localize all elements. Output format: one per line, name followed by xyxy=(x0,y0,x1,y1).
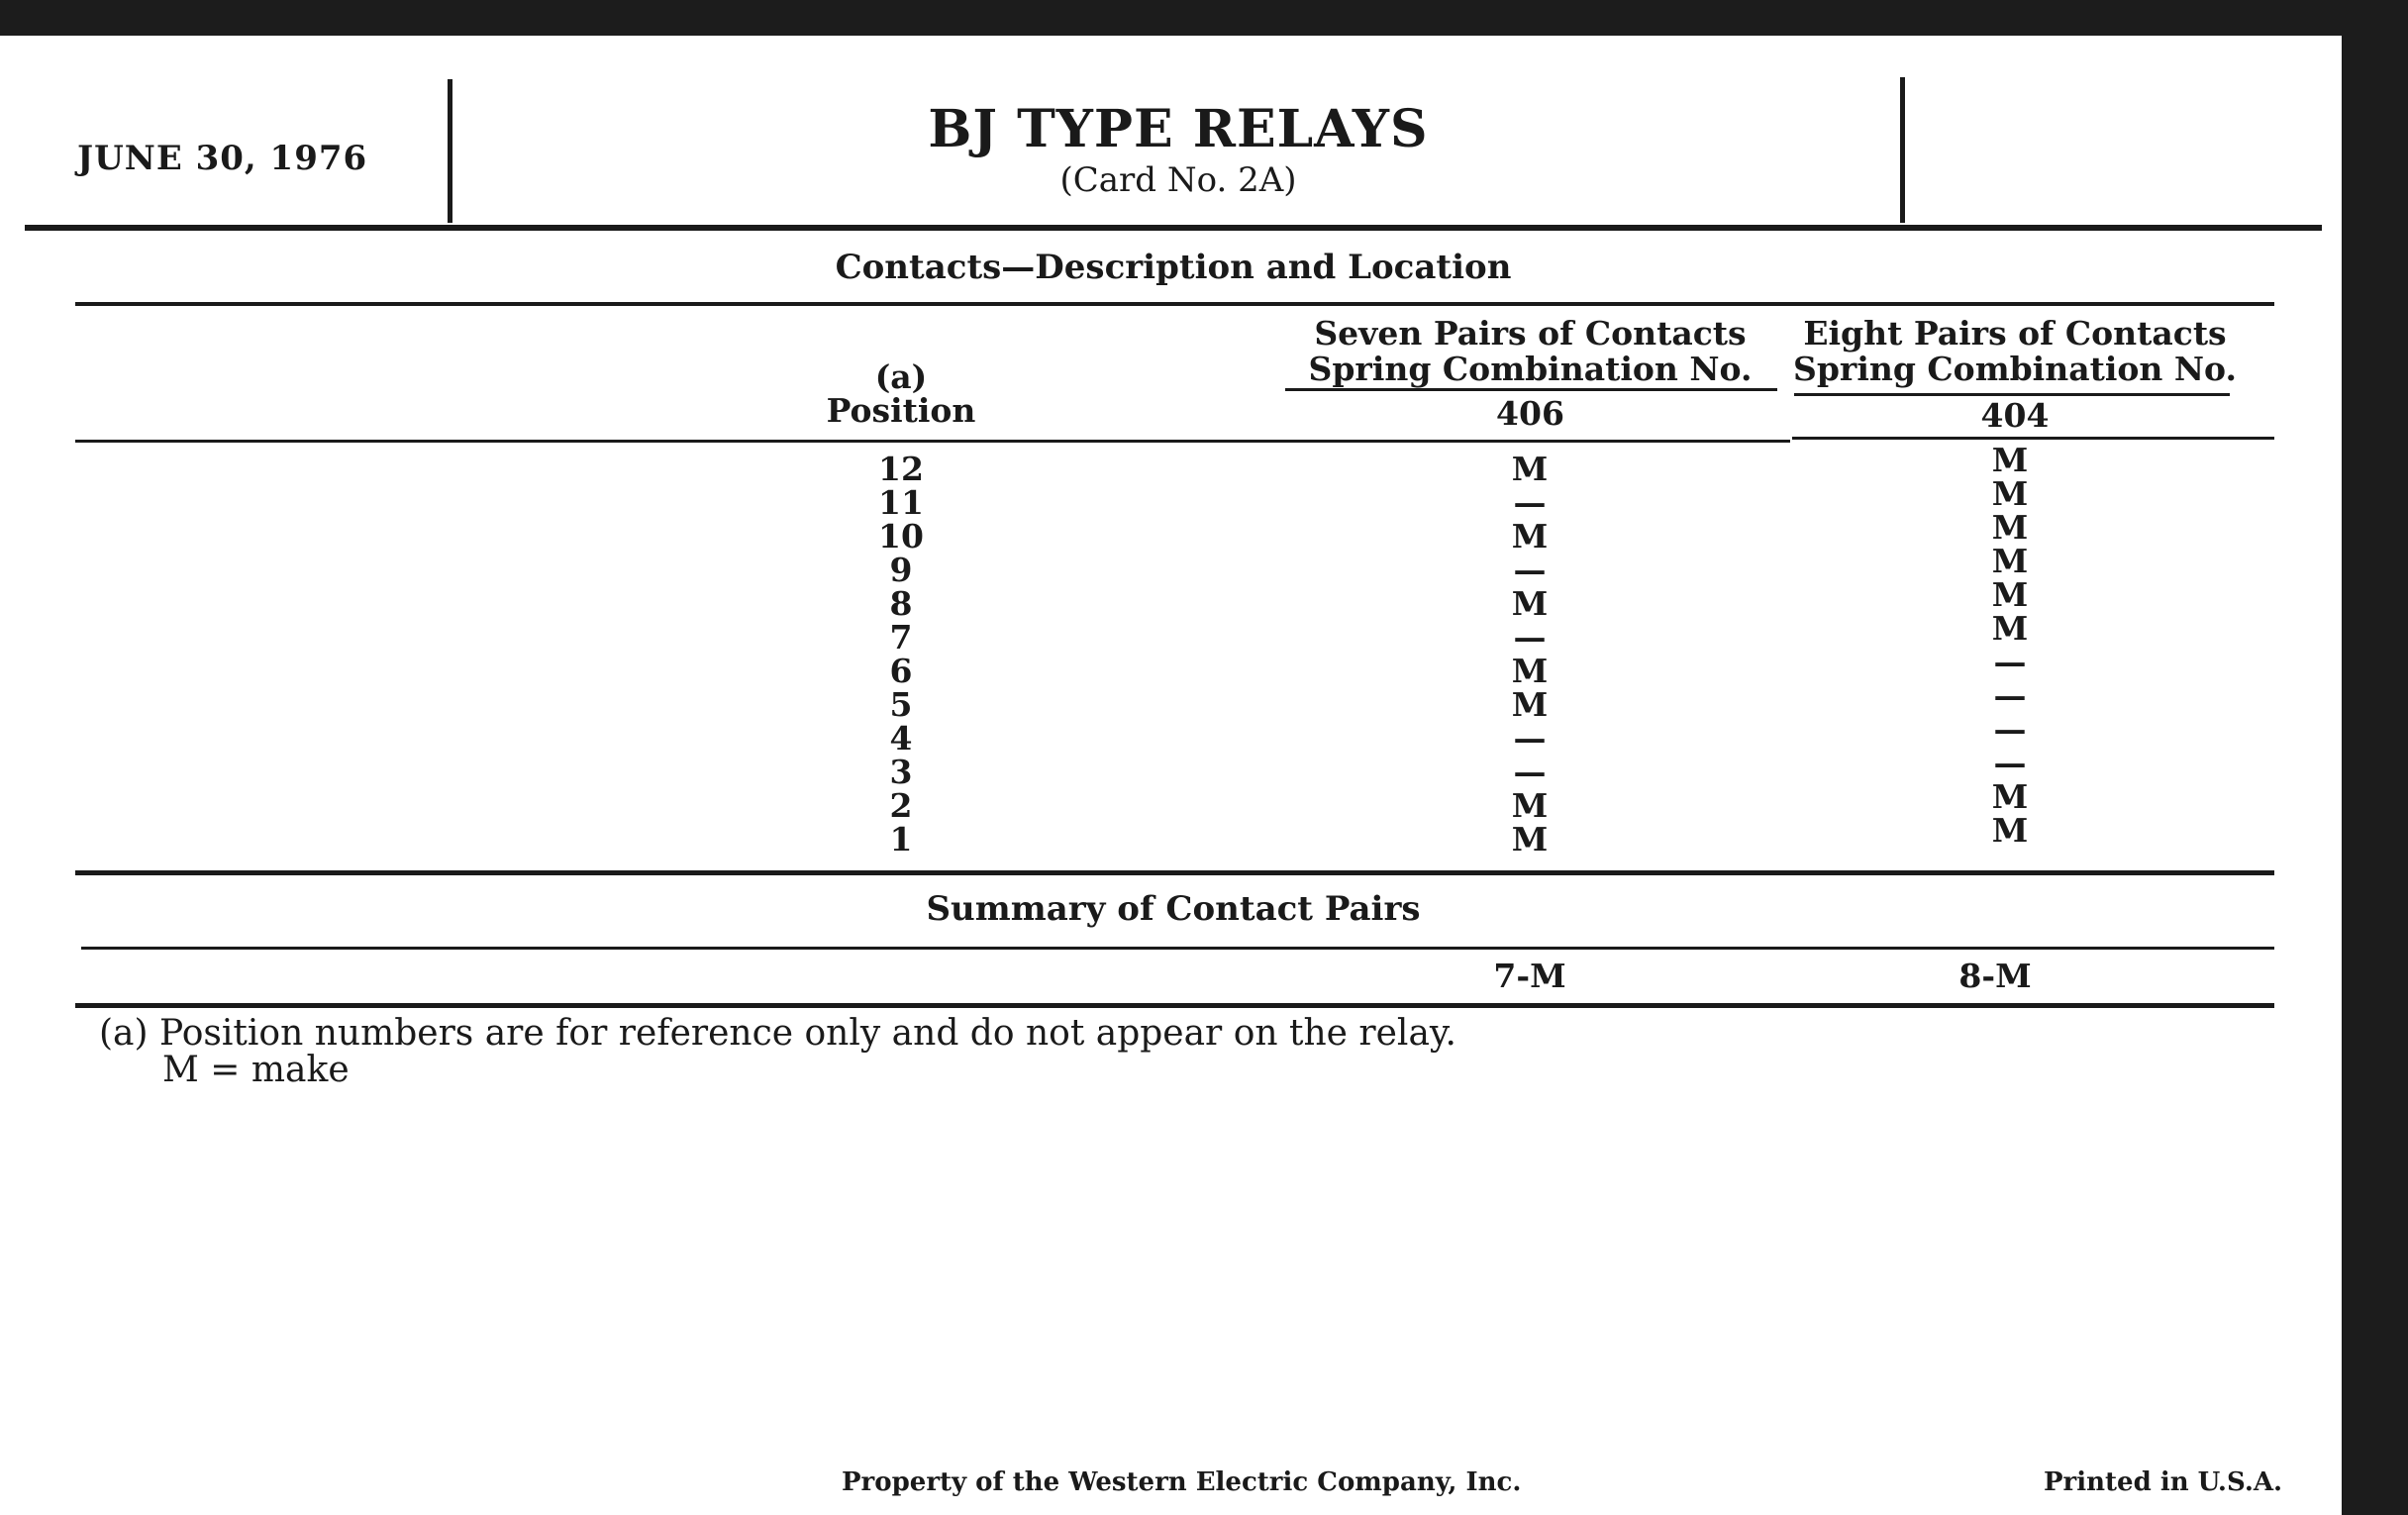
position-cell: 3 xyxy=(889,753,913,791)
section-rule xyxy=(75,302,2274,306)
contact-cell-404: — xyxy=(1993,643,2027,681)
header-divider-right xyxy=(1900,77,1905,223)
contact-cell-406: — xyxy=(1513,618,1547,656)
position-cell: 2 xyxy=(889,786,913,825)
contact-cell-406: M xyxy=(1511,786,1549,825)
contact-cell-404: M xyxy=(1991,542,2029,580)
contact-cell-404: — xyxy=(1993,744,2027,782)
position-cell: 4 xyxy=(889,719,913,758)
card-number: (Card No. 2A) xyxy=(1059,160,1297,200)
scan-edge-top xyxy=(0,0,2408,36)
contact-cell-404: — xyxy=(1993,676,2027,715)
contact-cell-406: — xyxy=(1513,551,1547,589)
table-bottom-rule xyxy=(75,870,2274,875)
contacts-404-column xyxy=(1911,441,2109,850)
summary-title: Summary of Contact Pairs xyxy=(926,889,1421,929)
contact-cell-406: — xyxy=(1513,483,1547,522)
contact-cell-404: M xyxy=(1991,441,2029,479)
position-note: (a) xyxy=(874,357,928,396)
contact-cell-406: M xyxy=(1511,652,1549,690)
summary-bottom-rule xyxy=(75,1003,2274,1008)
contact-cell-406: M xyxy=(1511,820,1549,858)
section-title: Contacts—Description and Location xyxy=(835,248,1512,287)
position-cell: 12 xyxy=(878,450,924,488)
contact-cell-406: M xyxy=(1511,517,1549,556)
position-cell: 1 xyxy=(889,820,913,858)
position-header: Position xyxy=(826,391,976,430)
contact-cell-406: M xyxy=(1511,450,1549,488)
scan-edge-right xyxy=(2342,0,2408,1515)
contact-cell-404: — xyxy=(1993,710,2027,749)
col-406-line1: Seven Pairs of Contacts xyxy=(1314,314,1747,353)
position-cell: 7 xyxy=(889,618,913,656)
position-cell: 5 xyxy=(889,685,913,724)
col-404-line2: Spring Combination No. xyxy=(1793,350,2237,388)
position-cell: 9 xyxy=(889,551,913,589)
footer-printed: Printed in U.S.A. xyxy=(2044,1467,2283,1497)
col-404-line1: Eight Pairs of Contacts xyxy=(1803,314,2227,353)
col-406-line2: Spring Combination No. xyxy=(1308,350,1753,388)
contact-cell-406: — xyxy=(1513,719,1547,758)
col-406-number: 406 xyxy=(1496,394,1564,433)
position-cell: 8 xyxy=(889,584,913,623)
contact-cell-404: M xyxy=(1991,777,2029,816)
position-cell: 11 xyxy=(878,483,924,522)
summary-404: 8-M xyxy=(1958,957,2032,995)
table-header-rule-left xyxy=(75,440,1790,443)
position-cell: 6 xyxy=(889,652,913,690)
summary-406: 7-M xyxy=(1493,957,1566,995)
contact-cell-406: — xyxy=(1513,753,1547,791)
footnote-a: (a) Position numbers are for reference only and do not appear on the relay. xyxy=(99,1013,1456,1054)
issue-date: JUNE 30, 1976 xyxy=(77,139,368,178)
footnote-legend: M = make xyxy=(162,1050,350,1090)
footer-property: Property of the Western Electric Company, Inc. xyxy=(842,1467,1522,1497)
header-rule xyxy=(25,225,2322,231)
contact-cell-404: M xyxy=(1991,508,2029,547)
table-header-rule-right xyxy=(1792,437,2274,440)
contact-cell-404: M xyxy=(1991,811,2029,850)
page-title: BJ TYPE RELAYS xyxy=(928,99,1429,159)
col-406-underline xyxy=(1285,388,1777,391)
contacts-406-column xyxy=(1436,450,1624,858)
contact-cell-404: M xyxy=(1991,575,2029,614)
contact-cell-406: M xyxy=(1511,584,1549,623)
contact-cell-404: M xyxy=(1991,474,2029,513)
col-404-number: 404 xyxy=(1980,396,2050,435)
contact-cell-404: M xyxy=(1991,609,2029,648)
position-cell: 10 xyxy=(878,517,924,556)
position-column xyxy=(802,450,1000,858)
contact-cell-406: M xyxy=(1511,685,1549,724)
summary-rule xyxy=(81,947,2274,950)
